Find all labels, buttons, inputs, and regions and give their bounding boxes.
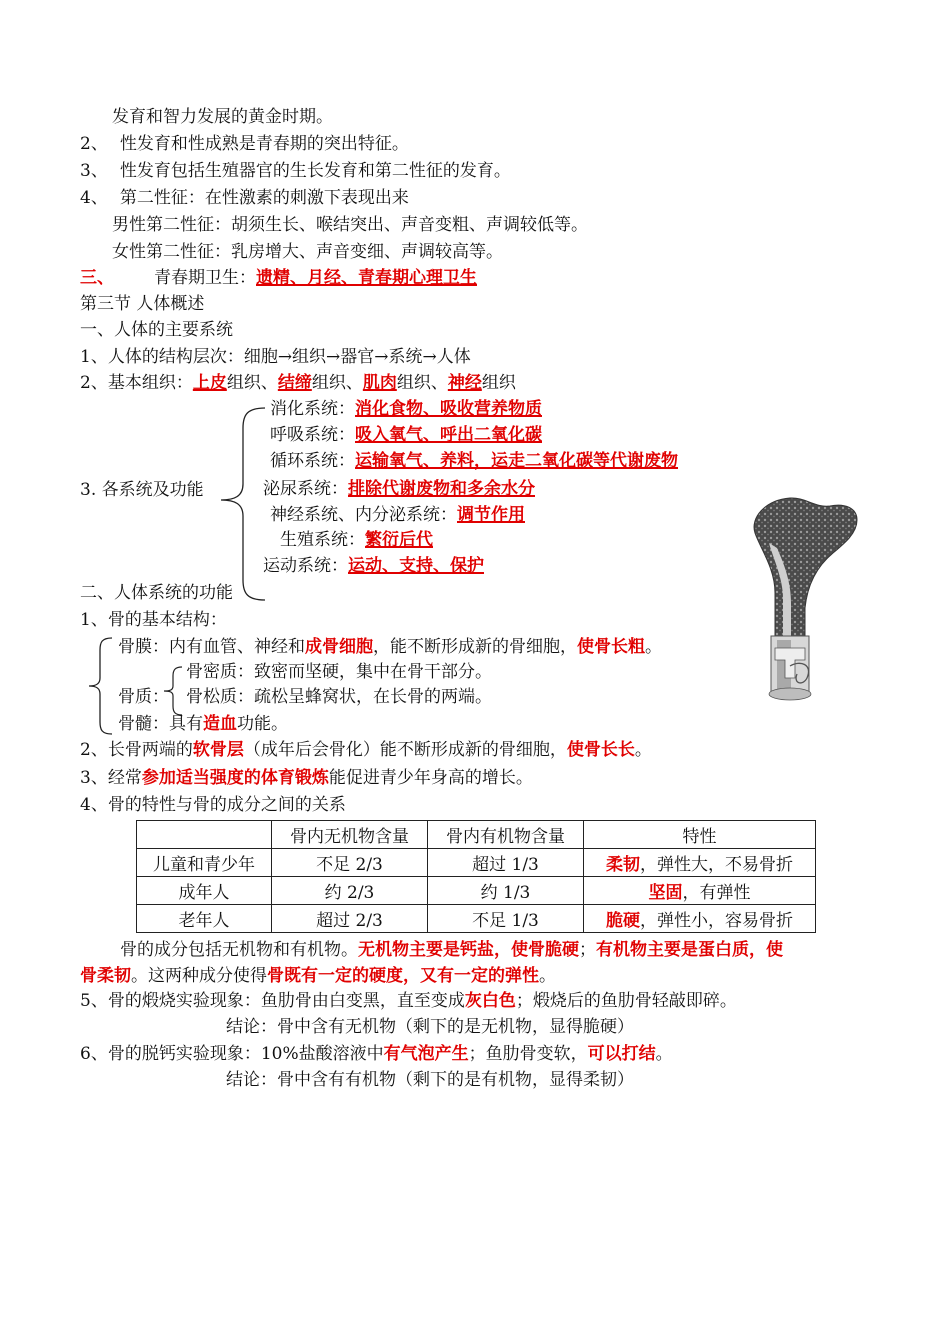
system-function: 消化食物、吸收营养物质 [355,399,542,419]
highlight-text: 骨柔韧 [80,966,131,986]
text-label: 6、骨的脱钙实验现象：10%盐酸溶液中 [80,1044,384,1064]
text-label: ； [579,940,596,960]
highlight-text: 成骨细胞 [305,637,373,657]
system-name: 泌尿系统： [263,479,348,499]
marrow-line [118,713,288,735]
table-cell: 成年人 [137,877,272,905]
list-text: 第二性征：在性激素的刺激下表现出来 [119,188,409,208]
text-label: 。 [634,740,652,760]
paragraph-line [80,965,556,987]
bone-structure-brace-icon [86,634,116,738]
list-text: 性发育和性成熟是青春期的突出特征。 [119,134,409,154]
text-label: ，弹性小，容易骨折 [640,911,793,931]
system-name: 生殖系统： [280,530,365,550]
text-label: 骨髓：具有 [118,714,203,734]
highlight-text: 使骨长粗 [577,637,645,657]
system-item [270,504,525,526]
text-line [80,990,737,1012]
table-row [137,877,816,905]
highlight-text: 参加适当强度的体育锻炼 [141,768,329,788]
highlight-text: 坚固 [648,883,683,903]
highlight-text: 脆硬 [606,911,640,931]
text-label: 。 [645,637,662,657]
highlight-text: 使骨长长 [566,740,635,760]
bone-cross-section-image [745,488,865,706]
table-header-cell: 骨内有机物含量 [428,821,584,849]
text-label: ；鱼肋骨变软， [468,1044,588,1064]
compact-bone-line: 骨密质：致密而坚硬，集中在骨干部分。 [186,662,492,682]
system-item [270,398,542,420]
table-cell: 约 2/3 [272,877,428,905]
list-item [80,187,409,209]
highlight-text: 上皮 [192,373,227,393]
paragraph-line [120,939,783,961]
text-label: 。 [539,966,556,986]
system-function: 运输氧气、养料，运走二氧化碳等代谢废物 [355,451,678,471]
highlight-text: 结缔 [277,373,312,393]
conclusion-line: 结论：骨中含有有机物（剩下的是有机物，显得柔韧） [226,1070,634,1090]
system-item [263,478,535,500]
table-header-cell: 特性 [584,821,816,849]
text-line: 1、人体的结构层次：细胞→组织→器官→系统→人体 [80,347,471,367]
highlight-text: 造血 [203,714,237,734]
text-line [80,1043,673,1065]
sub-heading: 一、人体的主要系统 [80,320,233,340]
system-function: 调节作用 [457,505,525,525]
table-cell [584,905,816,933]
section-heading [80,267,477,289]
list-item [80,133,409,155]
table-cell: 超过 1/3 [428,849,584,877]
table-header-cell: 骨内无机物含量 [272,821,428,849]
text-label: 组织、 [396,373,448,393]
table-cell [584,877,816,905]
table-cell: 不足 2/3 [272,849,428,877]
table-cell: 老年人 [137,905,272,933]
text-label: 2、长骨两端的 [80,740,193,760]
text-label: 5、骨的煅烧实验现象：鱼肋骨由白变黑，直至变成 [80,991,465,1011]
chapter-heading: 第三节 人体概述 [80,294,205,314]
text-label: 能促进青少年身高的增长。 [328,768,533,788]
highlight-text: 肌肉 [362,373,397,393]
highlight-text: 柔韧 [606,855,640,875]
text-label: ，弹性大，不易骨折 [640,855,793,875]
system-function: 运动、支持、保护 [348,556,484,576]
periosteum-line [118,636,662,658]
text-label: 骨的成分包括无机物和有机物。 [120,940,358,960]
system-item [280,529,433,551]
spongy-bone-line: 骨松质：疏松呈蜂窝状，在长骨的两端。 [186,687,492,707]
text-label: 组织 [481,373,516,393]
text-line: 女性第二性征：乳房增大、声音变细、声调较高等。 [112,242,503,262]
text-label: 功能。 [237,714,288,734]
highlight-text: 无机物主要是钙盐，使骨脆硬 [358,940,579,960]
text-line: 发育和智力发展的黄金时期。 [112,107,333,127]
highlight-text: 灰白色 [464,991,516,1011]
text-label: 3、经常 [80,768,142,788]
conclusion-line: 结论：骨中含有无机物（剩下的是无机物，显得脆硬） [226,1017,634,1037]
section-number: 三、 [80,268,114,288]
systems-label: 3. 各系统及功能 [80,480,204,500]
table-row [137,905,816,933]
system-name: 神经系统、内分泌系统： [270,505,457,525]
system-item [263,555,484,577]
text-label: 。 [655,1044,673,1064]
text-line [80,739,652,761]
system-name: 呼吸系统： [270,425,355,445]
table-cell: 儿童和青少年 [137,849,272,877]
table-cell [584,849,816,877]
highlight-text: 骨既有一定的硬度，又有一定的弹性 [267,966,539,986]
highlight-text: 有机物主要是蛋白质，使 [596,940,783,960]
basic-tissues-line [80,372,516,394]
text-label: ，能不断形成新的骨细胞， [373,637,577,657]
system-name: 运动系统： [263,556,348,576]
list-number: 2、 [80,134,108,154]
bone-substance-label: 骨质： [118,687,169,707]
text-line [80,767,533,789]
text-line: 4、骨的特性与骨的成分之间的关系 [80,795,346,815]
table-row [137,849,816,877]
system-function: 排除代谢废物和多余水分 [348,479,535,499]
system-item [270,424,542,446]
highlight-text: 神经 [447,373,482,393]
text-label: ，有弹性 [682,883,751,903]
text-line: 男性第二性征：胡须生长、喉结突出、声音变粗、声调较低等。 [112,215,588,235]
system-name: 消化系统： [270,399,355,419]
system-item [270,450,678,472]
table-cell: 约 1/3 [428,877,584,905]
text-label: 2、基本组织： [80,373,193,393]
text-line: 1、骨的基本结构： [80,610,227,630]
text-label: ；煅烧后的鱼肋骨轻敲即碎。 [515,991,737,1011]
list-text: 性发育包括生殖器官的生长发育和第二性征的发育。 [119,161,511,181]
table-cell: 超过 2/3 [272,905,428,933]
text-label: 。这两种成分使得 [131,966,267,986]
sub-heading: 二、人体系统的功能 [80,583,233,603]
highlight-text: 遗精、月经、青春期心理卫生 [256,268,477,288]
list-item [80,160,511,182]
text-label: 组织、 [226,373,278,393]
list-number: 3、 [80,161,108,181]
table-header-row [137,821,816,849]
table-header-cell [137,821,272,849]
system-name: 循环系统： [270,451,355,471]
list-number: 4、 [80,188,108,208]
bone-property-table [136,820,816,933]
text-label: 骨膜：内有血管、神经和 [118,637,305,657]
highlight-text: 软骨层 [192,740,244,760]
text-label: （成年后会骨化）能不断形成新的骨细胞， [243,740,567,760]
text-label: 组织、 [311,373,363,393]
system-function: 吸入氧气、呼出二氧化碳 [355,425,542,445]
system-function: 繁衍后代 [365,530,433,550]
table-cell: 不足 1/3 [428,905,584,933]
highlight-text: 可以打结 [587,1044,656,1064]
text-label: 骨质 [118,687,152,707]
highlight-text: 有气泡产生 [383,1044,469,1064]
section-label: 青春期卫生： [154,268,256,288]
